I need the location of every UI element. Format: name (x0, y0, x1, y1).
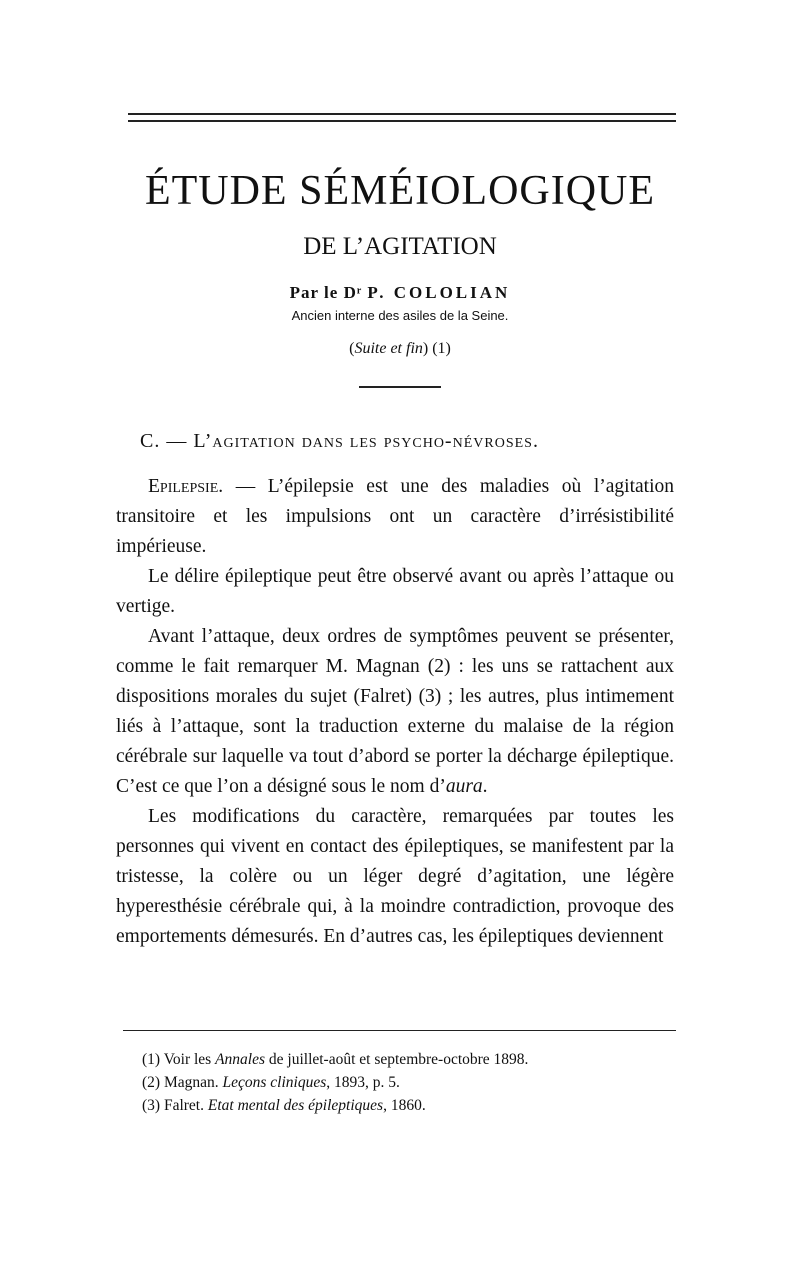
paragraph: Le délire épileptique peut être observé avant ou après l’attaque ou vertige. (116, 566, 674, 617)
section-heading: C. — L’agitation dans les psycho-névroses. (140, 430, 539, 452)
byline-author: P. COLOLIAN (367, 283, 511, 302)
footnote-separator (123, 1030, 676, 1031)
title-separator (359, 386, 441, 388)
paragraph-text: — L’épilepsie est une des maladies où l’agitation transitoire et les impulsions ont un caractère d’irrésistibilité impérieuse. (116, 476, 674, 557)
footnote (142, 1094, 682, 1117)
footnote-text-end: , 1860. (383, 1097, 426, 1114)
author-affiliation: Ancien interne des asiles de la Seine. (291, 308, 509, 323)
aura-term: aura (445, 776, 483, 797)
article-body (116, 472, 674, 952)
footnote-italic: Leçons cliniques (222, 1074, 327, 1091)
footnote-text: Falret. (163, 1097, 208, 1114)
footnote-text-end: , 1893, p. 5. (326, 1074, 400, 1091)
footnote-number: (1) (142, 1051, 161, 1068)
footnote-text: Magnan. (163, 1074, 223, 1091)
paragraph: Les modifications du caractère, remarquées par toutes les personnes qui vivent en contact des épileptiques, se manifestent par la tristesse, la colère ou un léger degré d’agitation, une légère hyperesthésie cérébrale qui, à la moindre contradiction, provoque des emportements démesurés. En d’autres cas, les épileptiques deviennent (116, 806, 674, 947)
paragraph (116, 472, 674, 562)
suite-footnote-ref: (1) (432, 340, 451, 357)
footnote (142, 1071, 682, 1094)
footnote-text-end: de juillet-août et septembre-octobre 1898. (265, 1051, 529, 1068)
header-rule-top (128, 113, 676, 115)
byline (110, 283, 690, 303)
footnote (142, 1048, 682, 1071)
suite-note: (Suite et fin) (1) (349, 340, 451, 357)
footnote-number: (2) (142, 1074, 161, 1091)
paragraph-text-suffix: . (482, 776, 488, 797)
footnotes (142, 1048, 682, 1117)
footnote-italic: Etat mental des épileptiques (207, 1097, 384, 1114)
paragraph-text: Avant l’attaque, deux ordres de symptômes peuvent se présenter, comme le fait remarquer M. Magnan (2) : les uns se rattachent aux dispositions morales du sujet (Falret) (3) ; les autres, plus intimement liés à l’attaque, sont la traduction externe du malaise de la région cérébrale sur laquelle va tout d’abord se porter la décharge épileptique. C’est ce que l’on a désigné sous le nom (116, 626, 674, 797)
article-title: ÉTUDE SÉMÉIOLOGIQUE (144, 168, 656, 214)
header-rule-bottom (128, 120, 676, 122)
paragraph (116, 622, 674, 802)
footnote-text: Voir les (163, 1051, 216, 1068)
byline-prefix: Par le Dʳ (289, 283, 363, 302)
paragraph-text-end: d’ (424, 776, 446, 797)
footnote-number: (3) (142, 1097, 161, 1114)
article-subtitle: DE L’AGITATION (303, 233, 497, 260)
footnote-italic: Annales (215, 1051, 266, 1068)
suite-label: Suite et fin (354, 340, 423, 357)
paragraph-lead: Epilepsie. (148, 476, 224, 497)
